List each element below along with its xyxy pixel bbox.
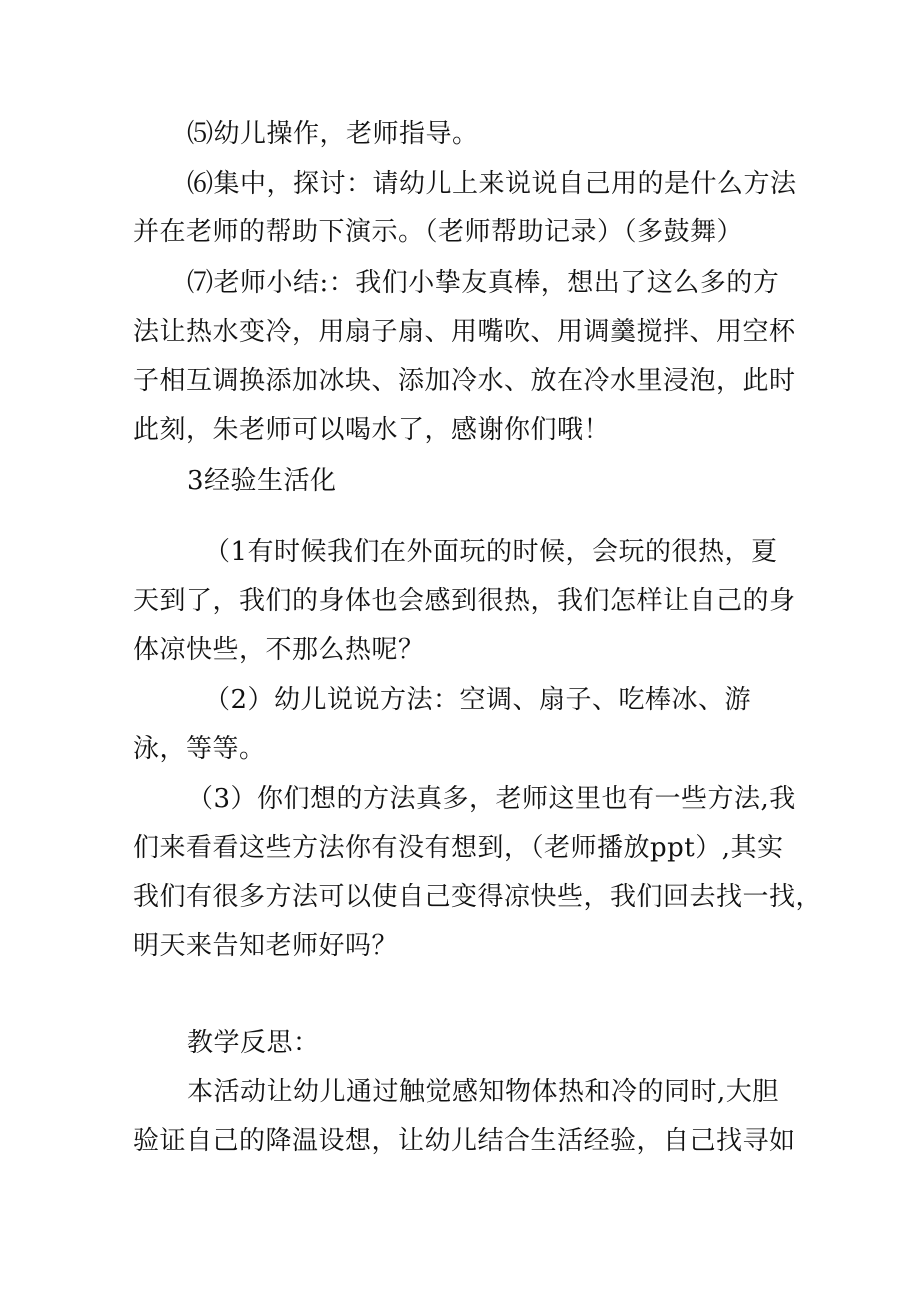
text-line-19: 本活动让幼儿通过触觉感知物体热和冷的同时,大胆	[187, 1077, 779, 1107]
text-line-5: 法让热水变冷，用扇子扇、用嘴吹、用调羹搅拌、用空杯	[133, 317, 796, 347]
text-line-2: ⑹集中，探讨：请幼儿上来说说自己用的是什么方法	[187, 169, 797, 199]
text-line-11: 体凉快些，不那么热呢？	[133, 635, 425, 665]
text-line-7: 此刻，朱老师可以喝水了，感谢你们哦！	[133, 415, 611, 445]
reflection-heading: 教学反思：	[187, 1028, 320, 1058]
text-line-6: 子相互调换添加冰块、添加冷水、放在冷水里浸泡，此时	[133, 366, 796, 396]
text-line-9: （1有时候我们在外面玩的时候，会玩的很热，夏	[204, 537, 778, 567]
text-line-12: （2）幼儿说说方法：空调、扇子、吃棒冰、游	[204, 685, 752, 715]
text-line-4: ⑺老师小结:：我们小挚友真棒，想出了这么多的方	[187, 268, 780, 298]
text-line-16: 我们有很多方法可以使自己变得凉快些，我们回去找一找，	[133, 882, 823, 912]
text-line-1: ⑸幼儿操作，老师指导。	[187, 119, 479, 149]
text-line-13: 泳，等等。	[133, 734, 266, 764]
text-line-15: 们来看看这些方法你有没有想到，（老师播放ppt）,其实	[133, 833, 784, 863]
text-line-17: 明天来告知老师好吗？	[133, 931, 399, 961]
section-heading-3: 3经验生活化	[187, 466, 337, 496]
text-line-10: 天到了，我们的身体也会感到很热，我们怎样让自己的身	[133, 586, 796, 616]
text-line-3: 并在老师的帮助下演示。（老师帮助记录）（多鼓舞）	[133, 217, 744, 247]
text-line-14: （3）你们想的方法真多，老师这里也有一些方法,我	[187, 784, 796, 814]
text-line-20: 验证自己的降温设想，让幼儿结合生活经验，自己找寻如	[133, 1126, 796, 1156]
